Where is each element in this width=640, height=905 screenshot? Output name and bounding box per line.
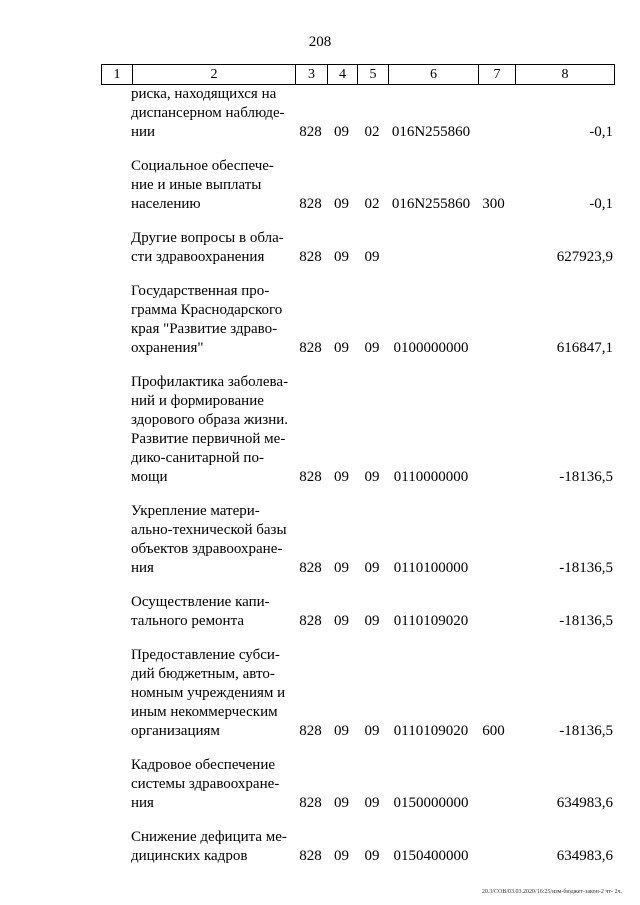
row-col8: 634983,6 xyxy=(556,795,613,811)
row-col8: -18136,5 xyxy=(559,469,613,485)
row-col3: 828 xyxy=(299,560,322,576)
row-name: Социальное обеспече- ние и иные выплаты населению xyxy=(131,158,274,212)
row-name: Предоставление субси- дий бюджетным, авто- номным учреждениям и иным некоммерческим организациям xyxy=(131,647,286,739)
row-col4: 09 xyxy=(334,249,349,265)
row-col5: 09 xyxy=(364,249,380,265)
row-col5: 02 xyxy=(364,196,380,212)
row-col3: 828 xyxy=(299,340,322,356)
row-col4: 09 xyxy=(334,613,349,629)
row-name: Кадровое обеспечение системы здравоохране- ния xyxy=(131,757,280,811)
row-col8: -18136,5 xyxy=(559,723,613,739)
table-row xyxy=(101,157,615,214)
header-cell-7: 7 xyxy=(479,65,516,84)
row-col5: 09 xyxy=(364,560,380,576)
row-col5: 09 xyxy=(364,795,380,811)
table-row xyxy=(101,646,615,741)
row-col6: 0110100000 xyxy=(393,560,469,576)
row-col6: 0110109020 xyxy=(393,613,469,629)
row-col3: 828 xyxy=(299,124,322,140)
row-col4: 09 xyxy=(334,469,349,485)
row-col3: 828 xyxy=(299,196,322,212)
row-name: Осуществление капи- тального ремонта xyxy=(131,594,270,629)
row-name: Снижение дефицита ме- дицинских кадров xyxy=(131,829,287,864)
table-body xyxy=(101,85,615,866)
row-name: Государственная про- грамма Краснодарского края "Развитие здраво- охранения" xyxy=(131,283,283,356)
row-col3: 828 xyxy=(299,249,322,265)
row-col8: -0,1 xyxy=(589,196,613,212)
row-col8: 627923,9 xyxy=(556,249,613,265)
row-name: риска, находящихся на диспансерном наблюде- нии xyxy=(131,86,285,140)
header-cell-1: 1 xyxy=(102,65,133,84)
row-col5: 09 xyxy=(364,723,380,739)
row-col8: -18136,5 xyxy=(559,613,613,629)
row-col6: 0150000000 xyxy=(393,795,469,811)
table-row xyxy=(101,373,615,487)
row-col6: 0100000000 xyxy=(393,340,469,356)
row-col8: 616847,1 xyxy=(556,340,613,356)
page-number: 208 xyxy=(308,34,332,50)
row-col5: 09 xyxy=(364,848,380,864)
row-col3: 828 xyxy=(299,613,322,629)
header-cell-8: 8 xyxy=(561,67,569,82)
row-col6: 0110000000 xyxy=(393,469,469,485)
table-row xyxy=(101,756,615,813)
row-col7: 300 xyxy=(482,196,505,212)
row-col8: -0,1 xyxy=(589,124,613,140)
row-col4: 09 xyxy=(334,124,349,140)
row-col6: 0110109020 xyxy=(393,723,469,739)
row-col5: 09 xyxy=(364,340,380,356)
row-name: Профилактика заболева- ний и формирование здорового образа жизни. Развитие первичной ме- дико-санитарной по- мощи xyxy=(131,374,289,485)
row-col6: 0150400000 xyxy=(393,848,469,864)
row-col7: 600 xyxy=(482,723,505,739)
footer-note: 20.3/СОВ/03.03.2020/16:25/изм-бюджет-закон-2 чт- 2ч. xyxy=(481,889,622,895)
header-cell-5: 5 xyxy=(358,65,389,84)
table-row xyxy=(101,593,615,631)
row-col8: 634983,6 xyxy=(556,848,613,864)
header-cell-6: 6 xyxy=(389,65,479,84)
table-row xyxy=(101,85,615,142)
row-col3: 828 xyxy=(299,795,322,811)
table-row xyxy=(101,282,615,358)
row-col3: 828 xyxy=(299,469,322,485)
row-col3: 828 xyxy=(299,848,322,864)
row-name: Другие вопросы в обла- сти здравоохранения xyxy=(131,230,284,265)
row-name: Укрепление матери- ально-технической базы объектов здравоохране- ния xyxy=(131,503,287,576)
row-col3: 828 xyxy=(299,723,322,739)
row-col4: 09 xyxy=(334,340,349,356)
header-cell-4: 4 xyxy=(328,65,358,84)
row-col6: 016N255860 xyxy=(391,196,471,212)
table-header-row xyxy=(101,64,615,85)
table-row xyxy=(101,828,615,866)
row-col5: 02 xyxy=(364,124,380,140)
row-col4: 09 xyxy=(334,795,349,811)
row-col5: 09 xyxy=(364,469,380,485)
row-col4: 09 xyxy=(334,560,349,576)
row-col4: 09 xyxy=(334,723,349,739)
row-col8: -18136,5 xyxy=(559,560,613,576)
row-col5: 09 xyxy=(364,613,380,629)
header-cell-2: 2 xyxy=(133,65,296,84)
row-col6: 016N255860 xyxy=(391,124,471,140)
header-cell-3: 3 xyxy=(296,65,328,84)
table-row xyxy=(101,502,615,578)
table-row xyxy=(101,229,615,267)
row-col4: 09 xyxy=(334,196,349,212)
row-col4: 09 xyxy=(334,848,349,864)
